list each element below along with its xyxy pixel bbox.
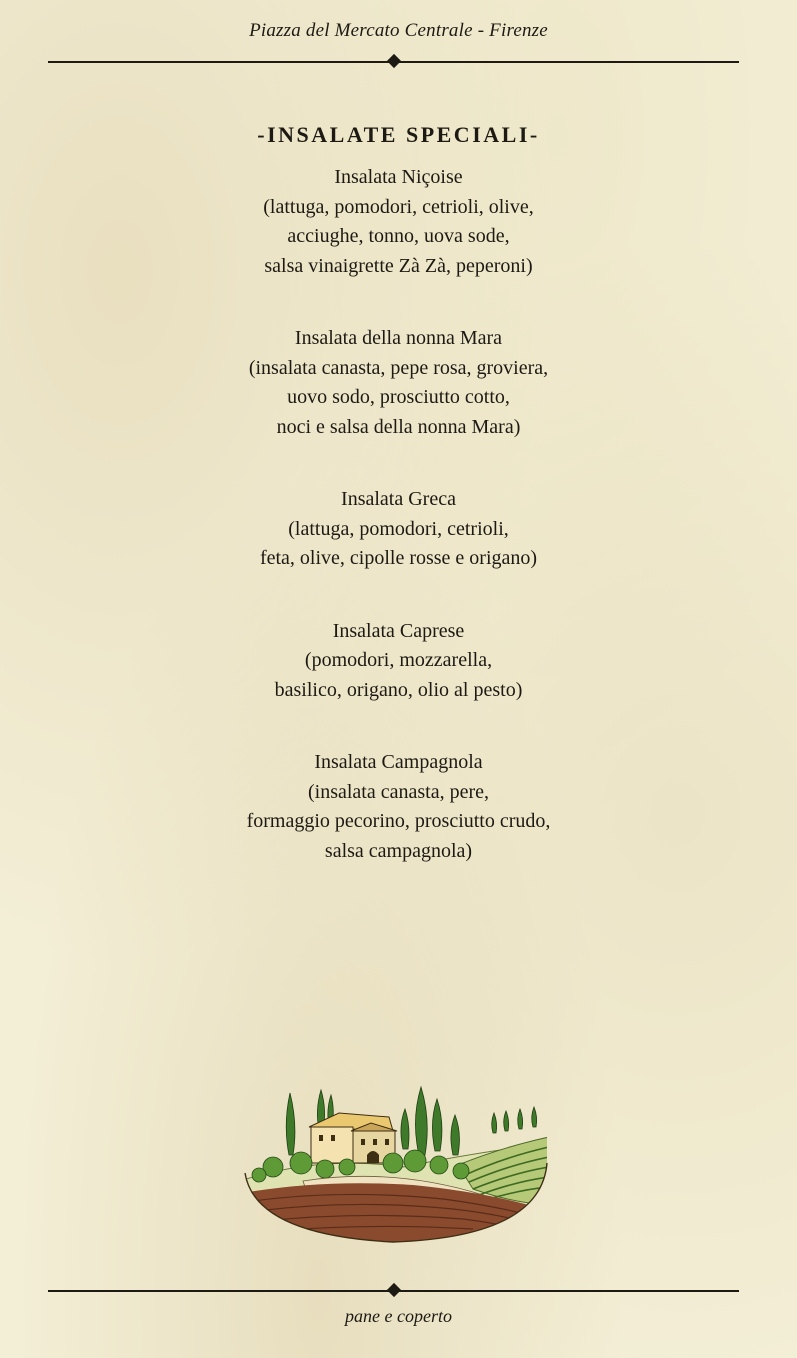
menu-item-nonna-mara bbox=[0, 324, 797, 442]
tuscan-landscape-icon bbox=[243, 1085, 549, 1245]
header-location: Piazza del Mercato Centrale - Firenze bbox=[249, 20, 548, 41]
item-name: Insalata Greca bbox=[341, 488, 456, 510]
item-description-line: (pomodori, mozzarella, bbox=[304, 649, 493, 671]
item-description-line: salsa campagnola) bbox=[324, 839, 473, 862]
menu-item-nicoise bbox=[0, 163, 797, 281]
menu-item-campagnola bbox=[0, 748, 797, 866]
section-title: -INSALATE SPECIALI- bbox=[257, 122, 540, 147]
top-divider-diamond-icon bbox=[387, 54, 401, 68]
menu-list bbox=[0, 163, 797, 866]
item-description-line: uovo sodo, prosciutto cotto, bbox=[287, 386, 510, 408]
item-description-line: (lattuga, pomodori, cetrioli, olive, bbox=[263, 195, 534, 218]
item-name: Insalata della nonna Mara bbox=[294, 327, 503, 349]
item-name: Insalata Caprese bbox=[332, 619, 465, 642]
item-description-line: acciughe, tonno, uova sode, bbox=[287, 225, 510, 247]
item-description-line: (insalata canasta, pepe rosa, groviera, bbox=[248, 356, 549, 379]
item-description-line: feta, olive, cipolle rosse e origano) bbox=[259, 547, 538, 569]
item-description-line: formaggio pecorino, prosciutto crudo, bbox=[246, 810, 551, 832]
menu-item-greca bbox=[0, 485, 797, 574]
item-name: Insalata Niçoise bbox=[334, 166, 463, 188]
bottom-divider-diamond-icon bbox=[387, 1283, 401, 1297]
menu-item-caprese bbox=[0, 617, 797, 706]
item-description-line: (lattuga, pomodori, cetrioli, bbox=[288, 517, 509, 540]
item-description-line: (insalata canasta, pere, bbox=[307, 780, 489, 803]
item-description-line: basilico, origano, olio al pesto) bbox=[274, 678, 523, 701]
item-description-line: salsa vinaigrette Zà Zà, peperoni) bbox=[264, 254, 533, 277]
footer-note: pane e coperto bbox=[345, 1306, 452, 1326]
item-description-line: noci e salsa della nonna Mara) bbox=[276, 415, 521, 438]
item-name: Insalata Campagnola bbox=[314, 751, 483, 773]
